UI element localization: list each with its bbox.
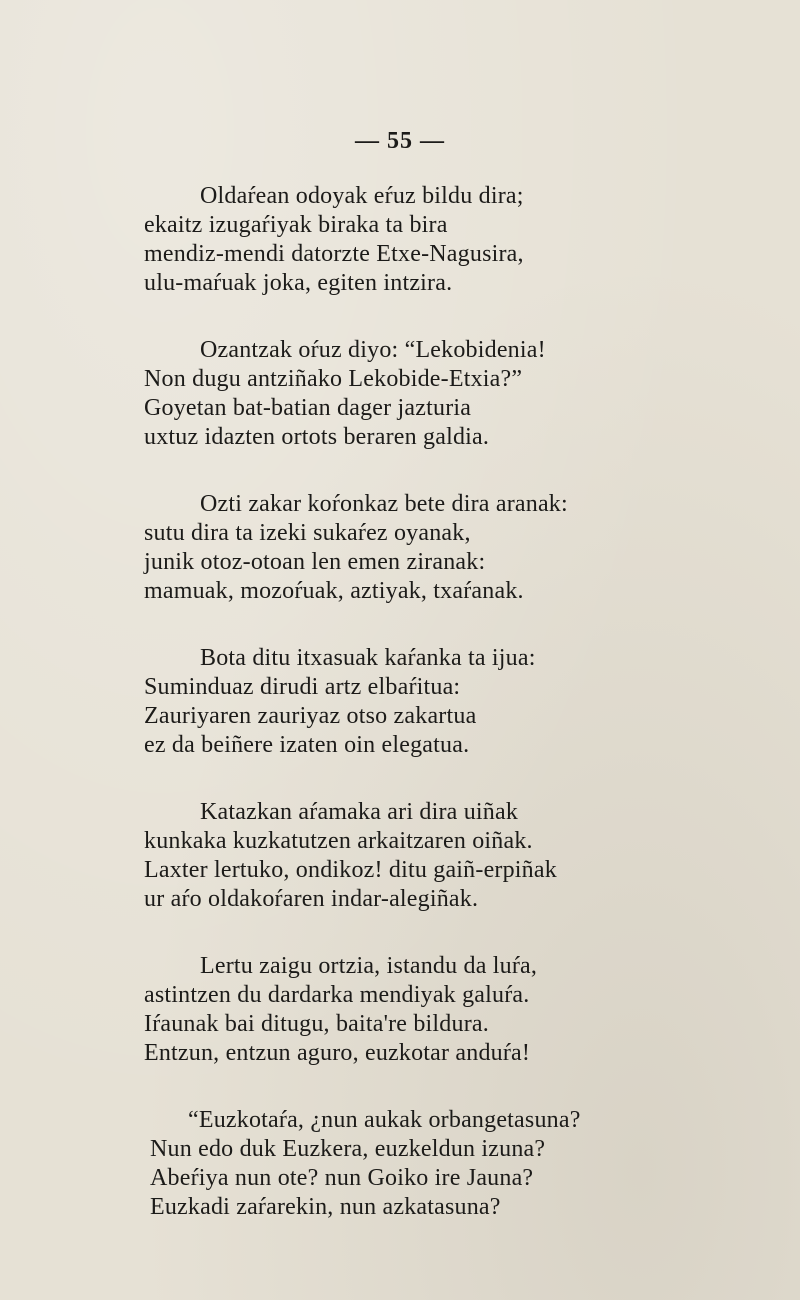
poem-line: uxtuz idazten ortots beraren galdia. — [144, 424, 490, 450]
poem-line: Katazkan aŕamaka ari dira uiñak — [200, 799, 519, 825]
page-number: — 55 — — [355, 128, 445, 154]
poem-line: Ozti zakar koŕonkaz bete dira aranak: — [200, 491, 568, 517]
poem-line: Oldaŕean odoyak eŕuz bildu dira; — [200, 183, 524, 209]
poem-line: Entzun, entzun aguro, euzkotar anduŕa! — [144, 1040, 531, 1066]
poem-line: “Euzkotaŕa, ¿nun aukak orbangetasuna? — [188, 1107, 581, 1133]
poem-line: mendiz-mendi datorzte Etxe-Nagusira, — [144, 241, 524, 267]
poem-line: Bota ditu itxasuak kaŕanka ta ijua: — [200, 645, 536, 671]
poem-line: astintzen du dardarka mendiyak galuŕa. — [144, 982, 530, 1008]
poem-line: ulu-maŕuak joka, egiten intzira. — [144, 270, 453, 296]
poem-line: Lertu zaigu ortzia, istandu da luŕa, — [200, 953, 538, 979]
poem-line: Non dugu antziñako Lekobide-Etxia?” — [144, 366, 523, 392]
stanza-3 — [144, 490, 704, 606]
stanza-7 — [144, 1106, 704, 1222]
stanza-6 — [144, 952, 704, 1068]
poem-line: sutu dira ta izeki sukaŕez oyanak, — [144, 520, 471, 546]
poem-line: ekaitz izugaŕiyak biraka ta bira — [144, 212, 448, 238]
poem-line: ur aŕo oldakoŕaren indar-alegiñak. — [144, 886, 479, 912]
poem-line: Zauriyaren zauriyaz otso zakartua — [144, 703, 477, 729]
stanza-1 — [144, 182, 704, 298]
stanza-4 — [144, 644, 704, 760]
poem-line: ez da beiñere izaten oin elegatua. — [144, 732, 470, 758]
poem-line: Ozantzak oŕuz diyo: “Lekobidenia! — [200, 337, 546, 363]
poem-line: Euzkadi zaŕarekin, nun azkatasuna? — [150, 1194, 501, 1220]
poem — [144, 182, 704, 1260]
poem-line: junik otoz-otoan len emen ziranak: — [144, 549, 486, 575]
stanza-5 — [144, 798, 704, 914]
poem-line: Abeŕiya nun ote? nun Goiko ire Jauna? — [150, 1165, 534, 1191]
poem-line: Laxter lertuko, ondikoz! ditu gaiñ-erpiñak — [144, 857, 557, 883]
stanza-2 — [144, 336, 704, 452]
poem-line: Nun edo duk Euzkera, euzkeldun izuna? — [150, 1136, 546, 1162]
poem-line: kunkaka kuzkatutzen arkaitzaren oiñak. — [144, 828, 533, 854]
poem-line: Iŕaunak bai ditugu, baita're bildura. — [144, 1011, 489, 1037]
poem-line: Suminduaz dirudi artz elbaŕitua: — [144, 674, 461, 700]
poem-line: mamuak, mozoŕuak, aztiyak, txaŕanak. — [144, 578, 524, 604]
poem-line: Goyetan bat-batian dager jazturia — [144, 395, 472, 421]
